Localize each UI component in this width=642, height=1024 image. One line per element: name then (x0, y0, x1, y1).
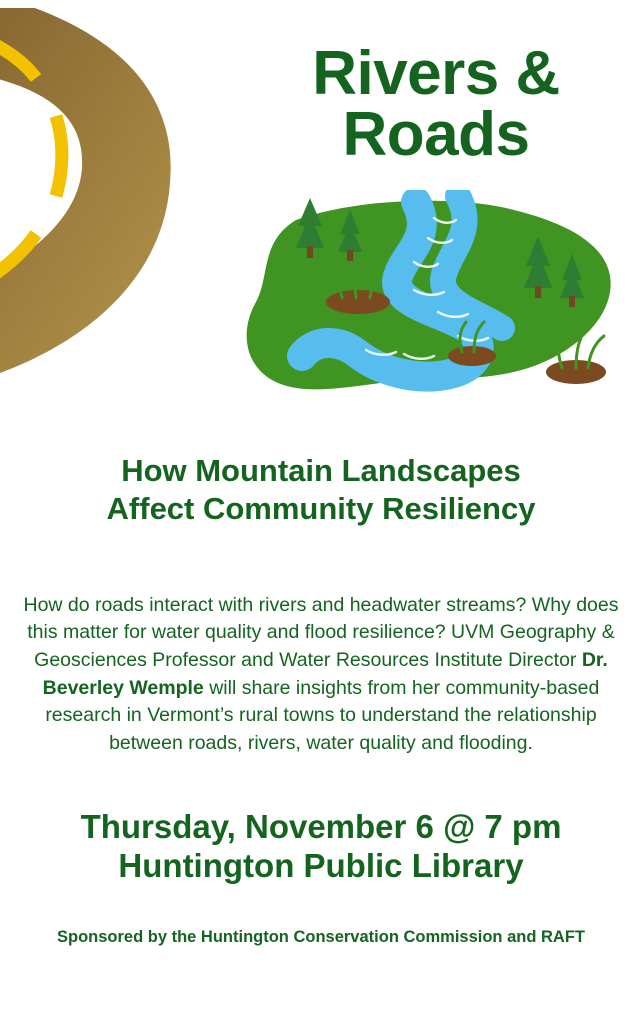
title-line-2: Roads (342, 99, 530, 169)
subtitle-line-2: Affect Community Resiliency (106, 490, 536, 526)
speaker-name: Dr. Beverley Wemple (42, 648, 608, 699)
event-details (16, 808, 626, 886)
description-part-2: will share insights from her community-based research in Vermont’s rural towns to understand the relationship between roads, rivers, water quality and flooding. (45, 676, 600, 754)
title-line-1: Rivers & (312, 39, 560, 108)
sponsor-line: Sponsored by the Huntington Conservation Commission and RAFT (56, 928, 585, 946)
winding-river-landscape-illustration (238, 190, 618, 420)
description-part-1: How do roads interact with rivers and headwater streams? Why does this matter for water quality and flood resilience? UVM Geography & Geosciences Professor and Water Resources Institute Director (23, 593, 619, 671)
subtitle-line-1: How Mountain Landscapes (121, 453, 521, 488)
event-location: Huntington Public Library (118, 846, 524, 884)
poster-description (14, 592, 628, 758)
event-datetime: Thursday, November 6 @ 7 pm (80, 808, 562, 845)
curved-road-illustration (0, 8, 270, 438)
poster-title (250, 39, 622, 169)
poster-subtitle (26, 452, 616, 528)
